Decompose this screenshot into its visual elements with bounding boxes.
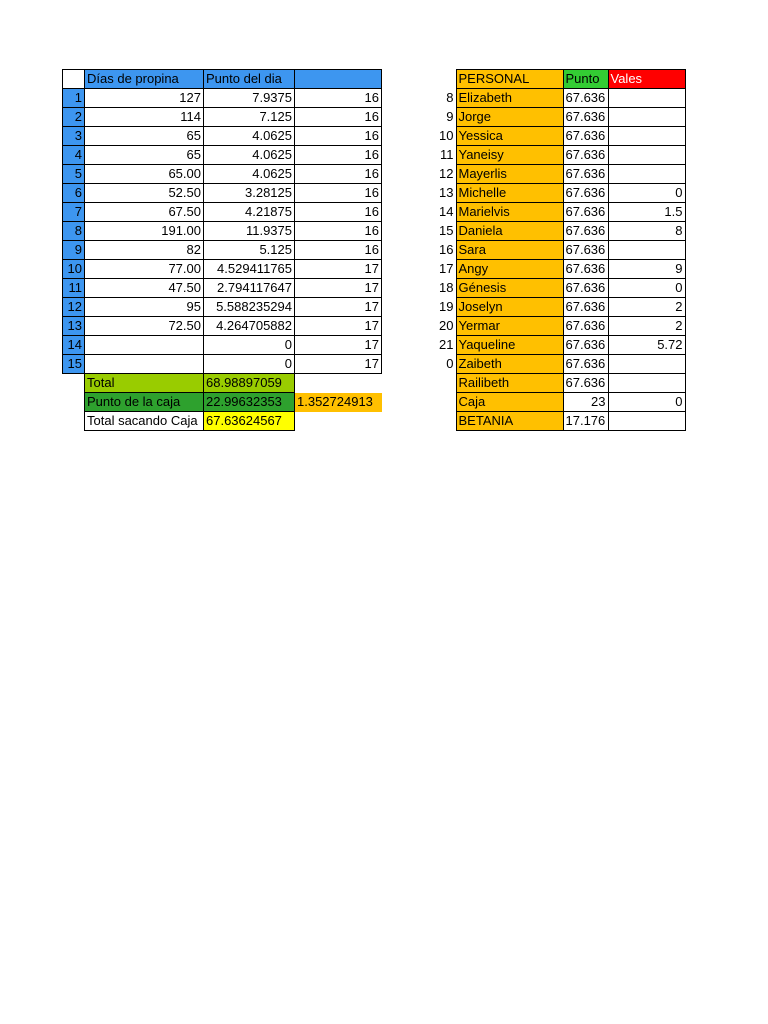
tips-row	[63, 165, 382, 184]
tips-table	[62, 69, 382, 431]
personal-vales[interactable]: 8	[608, 222, 685, 241]
personal-header-row	[413, 70, 685, 89]
personal-name[interactable]: Elizabeth	[456, 89, 563, 108]
caja-extra[interactable]: 1.352724913	[295, 393, 382, 412]
summary-row	[63, 374, 382, 393]
personal-row	[413, 412, 685, 431]
header-punto[interactable]: Punto	[563, 70, 608, 89]
total-label[interactable]: Total	[85, 374, 204, 393]
personal-row	[413, 89, 685, 108]
tips-cell[interactable]: 52.50	[85, 184, 204, 203]
personal-index[interactable]: 21	[439, 337, 454, 352]
personal-table	[413, 69, 686, 431]
row-number[interactable]: 6	[63, 184, 85, 203]
personal-row	[413, 260, 685, 279]
personal-index[interactable]: 12	[439, 166, 454, 181]
personal-index[interactable]: 19	[439, 299, 454, 314]
personal-index[interactable]: 11	[440, 147, 454, 162]
row-number[interactable]: 15	[63, 355, 85, 374]
tips-cell[interactable]: 72.50	[85, 317, 204, 336]
point-cell[interactable]: 7.125	[204, 108, 295, 127]
tips-cell[interactable]: 191.00	[85, 222, 204, 241]
summary-gap[interactable]	[63, 393, 85, 412]
personal-row	[413, 355, 685, 374]
point-cell[interactable]: 4.529411765	[204, 260, 295, 279]
personal-row	[413, 374, 685, 393]
row-number[interactable]: 2	[63, 108, 85, 127]
sin-caja-value[interactable]: 67.63624567	[204, 412, 295, 431]
personal-row	[413, 127, 685, 146]
personal-name[interactable]: Yaneisy	[456, 146, 563, 165]
tips-cell[interactable]: 77.00	[85, 260, 204, 279]
tips-row	[63, 241, 382, 260]
tips-row	[63, 127, 382, 146]
personal-row	[413, 108, 685, 127]
personal-index[interactable]: 20	[439, 318, 454, 333]
summary-row	[63, 412, 382, 431]
tips-row	[63, 279, 382, 298]
personal-index[interactable]	[413, 393, 456, 412]
total-value[interactable]: 68.98897059	[204, 374, 295, 393]
tips-row	[63, 146, 382, 165]
personal-vales[interactable]	[608, 146, 685, 165]
personal-punto[interactable]: 67.636	[563, 203, 608, 222]
caja-value[interactable]: 22.99632353	[204, 393, 295, 412]
personal-vales[interactable]: 2	[608, 317, 685, 336]
personal-row	[413, 146, 685, 165]
personal-name[interactable]: Daniela	[456, 222, 563, 241]
point-cell[interactable]: 11.9375	[204, 222, 295, 241]
personal-vales[interactable]: 0	[608, 393, 685, 412]
personal-row	[413, 222, 685, 241]
personal-index[interactable]: 9	[446, 109, 454, 124]
tips-cell[interactable]	[85, 355, 204, 374]
tips-row	[63, 89, 382, 108]
personal-index[interactable]: 8	[446, 90, 454, 105]
summary-gap[interactable]	[63, 374, 85, 393]
tips-row	[63, 355, 382, 374]
personal-punto[interactable]: 67.636	[563, 146, 608, 165]
personal-punto[interactable]: 67.636	[563, 317, 608, 336]
row-number[interactable]: 10	[63, 260, 85, 279]
personal-vales[interactable]: 5.72	[608, 336, 685, 355]
tips-row	[63, 298, 382, 317]
summary-empty[interactable]	[295, 374, 382, 393]
tips-row	[63, 222, 382, 241]
summary-row	[63, 393, 382, 412]
personal-vales[interactable]: 0	[608, 184, 685, 203]
count-cell[interactable]: 17	[295, 317, 382, 336]
personal-name[interactable]: BETANIA	[456, 412, 563, 431]
personal-name[interactable]: Joselyn	[456, 298, 563, 317]
personal-punto[interactable]: 67.636	[563, 374, 608, 393]
tips-cell[interactable]: 65.00	[85, 165, 204, 184]
tips-row	[63, 260, 382, 279]
personal-index[interactable]	[413, 374, 456, 393]
personal-name[interactable]: Génesis	[456, 279, 563, 298]
row-number[interactable]: 8	[63, 222, 85, 241]
personal-name[interactable]: Michelle	[456, 184, 563, 203]
personal-punto[interactable]: 67.636	[563, 279, 608, 298]
count-cell[interactable]: 16	[295, 127, 382, 146]
tips-cell[interactable]: 114	[85, 108, 204, 127]
row-number[interactable]: 7	[63, 203, 85, 222]
count-cell[interactable]: 16	[295, 203, 382, 222]
tips-row	[63, 108, 382, 127]
summary-empty[interactable]	[295, 412, 382, 431]
row-number[interactable]: 13	[63, 317, 85, 336]
header-punto-del-dia[interactable]: Punto del dia	[204, 70, 295, 89]
corner-cell[interactable]	[63, 70, 85, 89]
personal-vales[interactable]	[608, 89, 685, 108]
row-number[interactable]: 1	[63, 89, 85, 108]
tips-cell[interactable]	[85, 336, 204, 355]
tips-cell[interactable]: 82	[85, 241, 204, 260]
personal-punto[interactable]: 67.636	[563, 127, 608, 146]
tips-header-row	[63, 70, 382, 89]
point-cell[interactable]: 4.0625	[204, 146, 295, 165]
count-cell[interactable]: 17	[295, 279, 382, 298]
personal-index[interactable]: 0	[446, 356, 454, 371]
personal-vales[interactable]	[608, 241, 685, 260]
personal-name[interactable]: Marielvis	[456, 203, 563, 222]
point-cell[interactable]: 4.264705882	[204, 317, 295, 336]
personal-name[interactable]: Jorge	[456, 108, 563, 127]
count-cell[interactable]: 17	[295, 298, 382, 317]
personal-index[interactable]	[413, 412, 456, 431]
count-cell[interactable]: 16	[295, 108, 382, 127]
tips-cell[interactable]: 67.50	[85, 203, 204, 222]
personal-vales[interactable]	[608, 108, 685, 127]
personal-name[interactable]: Mayerlis	[456, 165, 563, 184]
personal-row	[413, 203, 685, 222]
personal-vales[interactable]: 1.5	[608, 203, 685, 222]
point-cell[interactable]: 5.125	[204, 241, 295, 260]
count-cell[interactable]: 17	[295, 260, 382, 279]
row-number[interactable]: 14	[63, 336, 85, 355]
personal-vales[interactable]	[608, 355, 685, 374]
personal-punto[interactable]: 67.636	[563, 241, 608, 260]
count-cell[interactable]: 16	[295, 89, 382, 108]
personal-vales[interactable]: 9	[608, 260, 685, 279]
point-cell[interactable]: 5.588235294	[204, 298, 295, 317]
personal-punto[interactable]: 17.176	[563, 412, 608, 431]
header-index-blank[interactable]	[413, 70, 456, 89]
personal-row	[413, 336, 685, 355]
personal-index[interactable]: 15	[439, 223, 454, 238]
point-cell[interactable]: 2.794117647	[204, 279, 295, 298]
personal-vales[interactable]	[608, 127, 685, 146]
count-cell[interactable]: 17	[295, 355, 382, 374]
personal-row	[413, 298, 685, 317]
row-number[interactable]: 12	[63, 298, 85, 317]
point-cell[interactable]: 4.0625	[204, 127, 295, 146]
personal-row	[413, 165, 685, 184]
tips-cell[interactable]: 47.50	[85, 279, 204, 298]
summary-gap[interactable]	[63, 412, 85, 431]
personal-row	[413, 184, 685, 203]
tips-row	[63, 336, 382, 355]
personal-index[interactable]: 10	[439, 128, 454, 143]
tips-row	[63, 317, 382, 336]
point-cell[interactable]: 7.9375	[204, 89, 295, 108]
personal-vales[interactable]	[608, 374, 685, 393]
header-personal[interactable]: PERSONAL	[456, 70, 563, 89]
point-cell[interactable]: 4.21875	[204, 203, 295, 222]
point-cell[interactable]: 0	[204, 336, 295, 355]
tips-row	[63, 184, 382, 203]
personal-row	[413, 279, 685, 298]
sin-caja-label[interactable]: Total sacando Caja	[85, 412, 204, 431]
row-number[interactable]: 11	[63, 279, 85, 298]
point-cell[interactable]: 0	[204, 355, 295, 374]
count-cell[interactable]: 16	[295, 165, 382, 184]
personal-punto[interactable]: 67.636	[563, 222, 608, 241]
point-cell[interactable]: 3.28125	[204, 184, 295, 203]
personal-punto[interactable]: 67.636	[563, 336, 608, 355]
row-number[interactable]: 9	[63, 241, 85, 260]
personal-name[interactable]: Sara	[456, 241, 563, 260]
caja-label[interactable]: Punto de la caja	[85, 393, 204, 412]
personal-punto[interactable]: 67.636	[563, 108, 608, 127]
personal-name[interactable]: Zaibeth	[456, 355, 563, 374]
tips-cell[interactable]: 65	[85, 146, 204, 165]
personal-row	[413, 317, 685, 336]
row-number[interactable]: 4	[63, 146, 85, 165]
personal-punto[interactable]: 67.636	[563, 184, 608, 203]
row-number[interactable]: 3	[63, 127, 85, 146]
personal-punto[interactable]: 67.636	[563, 165, 608, 184]
header-dias-de-propina[interactable]: Días de propina	[85, 70, 204, 89]
header-blank[interactable]	[295, 70, 382, 89]
personal-vales[interactable]	[608, 165, 685, 184]
count-cell[interactable]: 16	[295, 184, 382, 203]
tips-cell[interactable]: 127	[85, 89, 204, 108]
personal-name[interactable]: Yessica	[456, 127, 563, 146]
personal-punto[interactable]: 67.636	[563, 260, 608, 279]
personal-index[interactable]: 13	[439, 185, 454, 200]
personal-name[interactable]: Yaqueline	[456, 336, 563, 355]
personal-punto[interactable]: 67.636	[563, 89, 608, 108]
personal-index[interactable]: 17	[439, 261, 454, 276]
personal-vales[interactable]: 0	[608, 279, 685, 298]
personal-row	[413, 241, 685, 260]
count-cell[interactable]: 16	[295, 222, 382, 241]
personal-row	[413, 393, 685, 412]
personal-name[interactable]: Yermar	[456, 317, 563, 336]
personal-name[interactable]: Angy	[456, 260, 563, 279]
tips-cell[interactable]: 65	[85, 127, 204, 146]
count-cell[interactable]: 16	[295, 146, 382, 165]
personal-vales[interactable]	[608, 412, 685, 431]
personal-index[interactable]: 14	[439, 204, 454, 219]
personal-vales[interactable]: 2	[608, 298, 685, 317]
personal-punto[interactable]: 23	[563, 393, 608, 412]
tips-row	[63, 203, 382, 222]
point-cell[interactable]: 4.0625	[204, 165, 295, 184]
row-number[interactable]: 5	[63, 165, 85, 184]
personal-index[interactable]: 16	[439, 242, 454, 257]
tips-cell[interactable]: 95	[85, 298, 204, 317]
personal-index[interactable]: 18	[439, 280, 454, 295]
personal-punto[interactable]: 67.636	[563, 298, 608, 317]
count-cell[interactable]: 17	[295, 336, 382, 355]
personal-punto[interactable]: 67.636	[563, 355, 608, 374]
personal-name[interactable]: Caja	[456, 393, 563, 412]
personal-name[interactable]: Railibeth	[456, 374, 563, 393]
header-vales[interactable]: Vales	[608, 70, 685, 89]
count-cell[interactable]: 16	[295, 241, 382, 260]
